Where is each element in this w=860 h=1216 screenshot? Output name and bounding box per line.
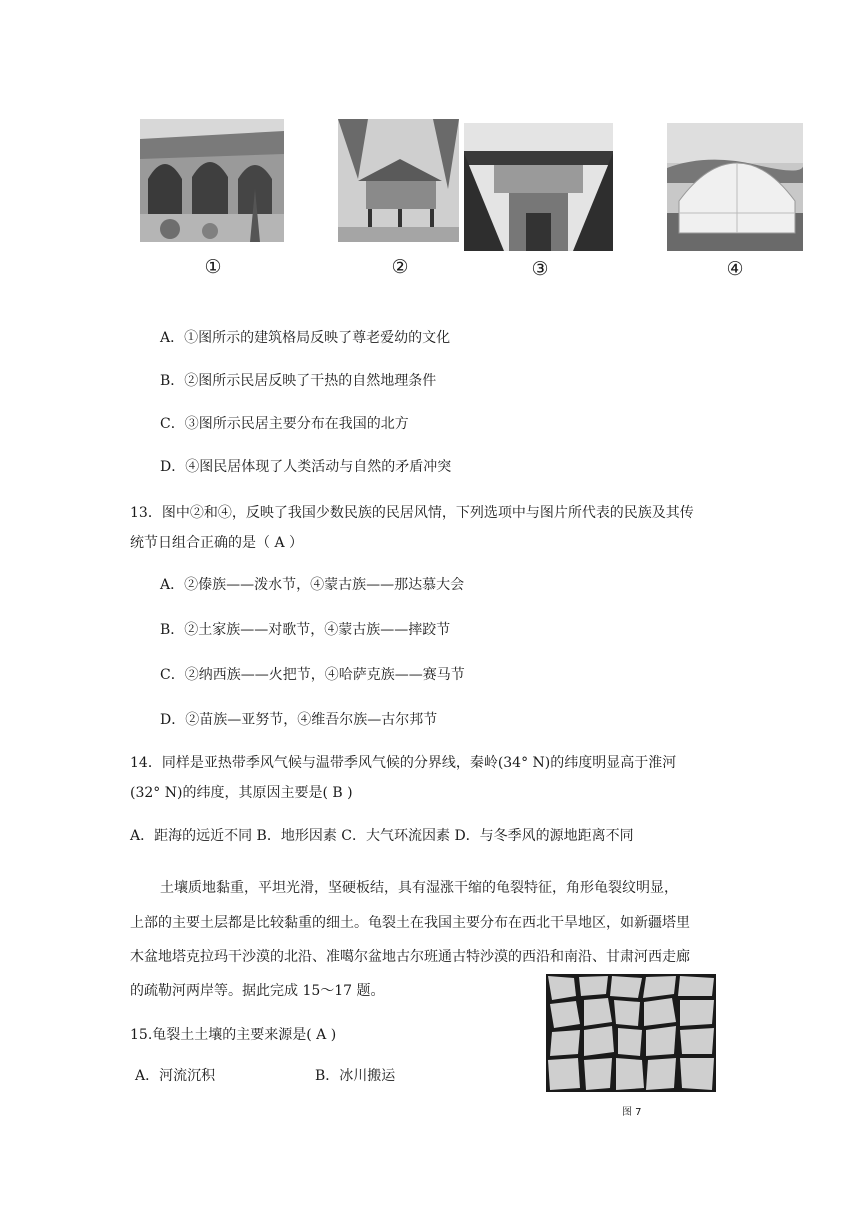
photo-yurt — [667, 123, 803, 251]
photo-stilt-house — [338, 119, 459, 242]
passage-line-1: 土壤质地黏重，平坦光滑，坚硬板结，具有湿涨干缩的龟裂特征，角形龟裂纹明显， — [160, 880, 678, 896]
figure-label-3: ③ — [531, 258, 549, 280]
q14-options: A．距海的远近不同 B．地形因素 C．大气环流因素 D．与冬季风的源地距离不同 — [130, 828, 634, 844]
q12-option-d: D．④图民居体现了人类活动与自然的矛盾冲突 — [160, 459, 452, 475]
photo-courtyard-building — [464, 123, 613, 251]
q15-option-a: A．河流沉积 — [135, 1068, 216, 1084]
figure-7-caption: 图 7 — [622, 1107, 642, 1118]
passage-line-2: 上部的主要土层都是比较黏重的细土。龟裂土在我国主要分布在西北干旱地区，如新疆塔里 — [130, 915, 690, 931]
photo-cracked-soil — [546, 974, 716, 1092]
q13-option-c: C．②纳西族——火把节，④哈萨克族——赛马节 — [160, 667, 465, 683]
passage-line-3: 木盆地塔克拉玛干沙漠的北沿、准噶尔盆地古尔班通古特沙漠的西沿和南沿、甘肃河西走廊 — [130, 949, 690, 965]
q12-option-b: B．②图所示民居反映了干热的自然地理条件 — [160, 373, 437, 389]
q14-stem-line1: 14．同样是亚热带季风气候与温带季风气候的分界线，秦岭(34° N)的纬度明显高于淮河 — [130, 755, 677, 771]
photo-cave-dwelling — [140, 119, 284, 242]
q13-option-d: D．②苗族—亚努节，④维吾尔族—古尔邦节 — [160, 712, 438, 728]
figure-label-1: ① — [204, 256, 222, 278]
q13-stem-line1: 13．图中②和④，反映了我国少数民族的民居风情，下列选项中与图片所代表的民族及其传 — [130, 505, 694, 521]
q14-stem-line2: (32° N)的纬度，其原因主要是( B ) — [130, 785, 353, 801]
q15-stem: 15.龟裂土土壤的主要来源是( A ) — [130, 1027, 337, 1043]
q12-option-a: A．①图所示的建筑格局反映了尊老爱幼的文化 — [160, 330, 451, 346]
q13-option-b: B．②土家族——对歌节，④蒙古族——摔跤节 — [160, 622, 451, 638]
q13-option-a: A．②傣族——泼水节，④蒙古族——那达慕大会 — [160, 577, 465, 593]
passage-line-4: 的疏勒河两岸等。据此完成 15～17 题。 — [130, 983, 385, 999]
figure-label-4: ④ — [726, 258, 744, 280]
q12-option-c: C．③图所示民居主要分布在我国的北方 — [160, 416, 409, 432]
q15-option-b: B．冰川搬运 — [315, 1068, 396, 1084]
figure-label-2: ② — [391, 256, 409, 278]
q13-stem-line2: 统节日组合正确的是（ A ） — [130, 535, 304, 551]
